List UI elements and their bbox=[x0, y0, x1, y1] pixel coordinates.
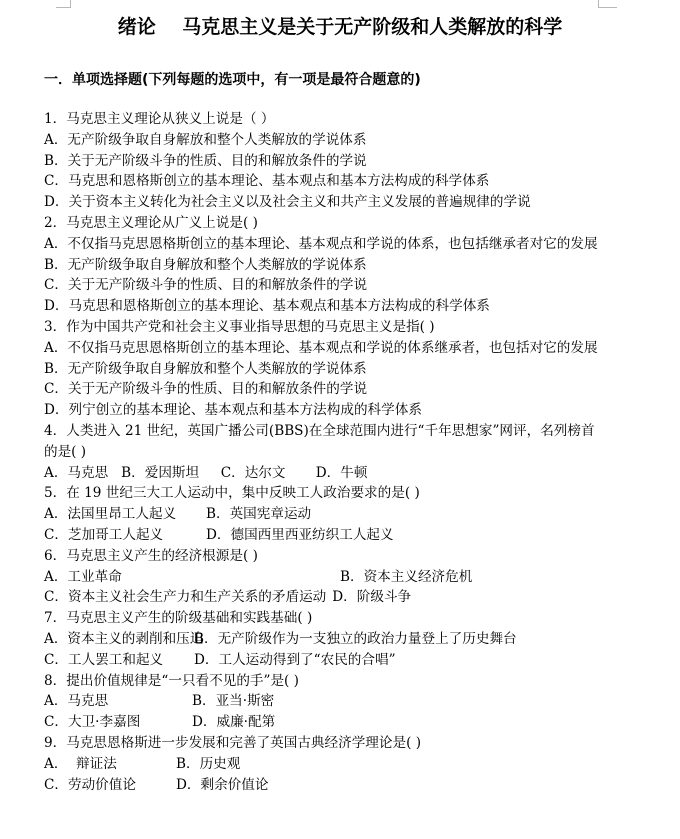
question-stem: 6．马克思主义产生的经济根源是( ) bbox=[44, 547, 258, 564]
options-row bbox=[44, 650, 604, 671]
option-d: D．剩余价值论 bbox=[176, 776, 269, 793]
option-b: B．无产阶级争取自身解放和整个人类解放的学说体系 bbox=[44, 256, 367, 273]
option-c: C．大卫·李嘉图 bbox=[44, 714, 141, 731]
options-row bbox=[44, 629, 604, 650]
question-stem: 5．在 19 世纪三大工人运动中，集中反映工人政治要求的是( ) bbox=[44, 485, 420, 502]
option-b: B．资本主义经济危机 bbox=[340, 568, 473, 585]
option-b: B．无产阶级作为一支独立的政治力量登上了历史舞台 bbox=[194, 630, 517, 647]
question-6 bbox=[44, 546, 604, 608]
question-3 bbox=[44, 317, 604, 421]
options-row bbox=[44, 504, 604, 525]
question-7 bbox=[44, 608, 604, 670]
option-a: A．不仅指马克思恩格斯创立的基本理论、基本观点和学说的体系继承者，也包括对它的发展 bbox=[44, 339, 598, 356]
question-stem: 3．作为中国共产党和社会主义事业指导思想的马克思主义是指( ) bbox=[44, 318, 435, 335]
option-a: A．工业革命 bbox=[44, 568, 122, 585]
document-title: 绪论 马克思主义是关于无产阶级和人类解放的科学 bbox=[117, 16, 563, 38]
crop-mark-right bbox=[598, 0, 617, 8]
option-b: B．无产阶级争取自身解放和整个人类解放的学说体系 bbox=[44, 360, 367, 377]
option-d: D．威廉·配第 bbox=[192, 714, 276, 731]
section-heading: 一．单项选择题(下列每题的选项中，有一项是最符合题意的) bbox=[44, 72, 421, 88]
option-d: D．关于资本主义转化为社会主义以及社会主义和共产主义发展的普遍规律的学说 bbox=[44, 194, 531, 211]
option-d: D．马克思和恩格斯创立的基本理论、基本观点和基本方法构成的科学体系 bbox=[44, 298, 490, 315]
options-row bbox=[44, 525, 604, 546]
option-b: B．关于无产阶级斗争的性质、目的和解放条件的学说 bbox=[44, 152, 367, 169]
option-b: B．亚当·斯密 bbox=[192, 693, 275, 710]
option-a: A．不仅指马克思恩格斯创立的基本理论、基本观点和学说的体系，也包括继承者对它的发展 bbox=[44, 235, 598, 252]
options-row bbox=[44, 587, 604, 608]
options-row bbox=[44, 775, 604, 796]
option-d: D．工人运动得到了“农民的合唱” bbox=[194, 651, 396, 668]
options-line: A．马克思 B．爱因斯坦 C．达尔文 D．牛顿 bbox=[44, 464, 368, 481]
option-c: C．芝加哥工人起义 bbox=[44, 526, 164, 543]
option-d: D．列宁创立的基本理论、基本观点和基本方法构成的科学体系 bbox=[44, 402, 422, 419]
question-2 bbox=[44, 213, 604, 317]
question-stem: 2．马克思主义理论从广义上说是( ) bbox=[44, 214, 258, 231]
options-row bbox=[44, 691, 604, 712]
options-row bbox=[44, 754, 604, 775]
option-a: A．无产阶级争取自身解放和整个人类解放的学说体系 bbox=[44, 131, 367, 148]
question-stem: 7．马克思主义产生的阶级基础和实践基础( ) bbox=[44, 610, 313, 627]
option-b: B．英国宪章运动 bbox=[206, 506, 312, 523]
option-c: C．马克思和恩格斯创立的基本理论、基本观点和基本方法构成的科学体系 bbox=[44, 173, 490, 190]
question-stem: 4．人类进入 21 世纪，英国广播公司(BBS)在全球范围内进行“千年思想家”网评，名列榜首的是( ) bbox=[44, 422, 595, 460]
options-row bbox=[44, 567, 604, 588]
option-a: A．马克思 bbox=[44, 693, 109, 710]
options-row bbox=[44, 712, 604, 733]
question-9 bbox=[44, 733, 604, 795]
question-4 bbox=[44, 421, 604, 483]
option-a: A． 辩证法 bbox=[44, 755, 117, 772]
question-stem: 9．马克思恩格斯进一步发展和完善了英国古典经济学理论是( ) bbox=[44, 734, 422, 751]
option-c: C．关于无产阶级斗争的性质、目的和解放条件的学说 bbox=[44, 381, 368, 398]
option-d: D．德国西里西亚纺织工人起义 bbox=[206, 526, 394, 543]
question-stem: 1．马克思主义理论从狭义上说是（ ） bbox=[44, 111, 275, 127]
crop-mark-left bbox=[56, 0, 71, 8]
question-1 bbox=[44, 109, 604, 213]
question-list bbox=[44, 109, 604, 795]
question-8 bbox=[44, 671, 604, 733]
question-5 bbox=[44, 483, 604, 545]
option-c: C．工人罢工和起义 bbox=[44, 651, 164, 668]
option-c: C．资本主义社会生产力和生产关系的矛盾运动 bbox=[44, 589, 327, 606]
option-d: D．阶级斗争 bbox=[332, 589, 412, 606]
question-stem: 8．提出价值规律是“一只看不见的手”是( ) bbox=[44, 672, 299, 689]
option-a: A．资本主义的剥削和压迫 bbox=[44, 630, 204, 647]
option-c: C．劳动价值论 bbox=[44, 776, 136, 793]
option-a: A．法国里昂工人起义 bbox=[44, 506, 177, 523]
option-b: B．历史观 bbox=[176, 755, 241, 772]
option-c: C．关于无产阶级斗争的性质、目的和解放条件的学说 bbox=[44, 277, 368, 294]
